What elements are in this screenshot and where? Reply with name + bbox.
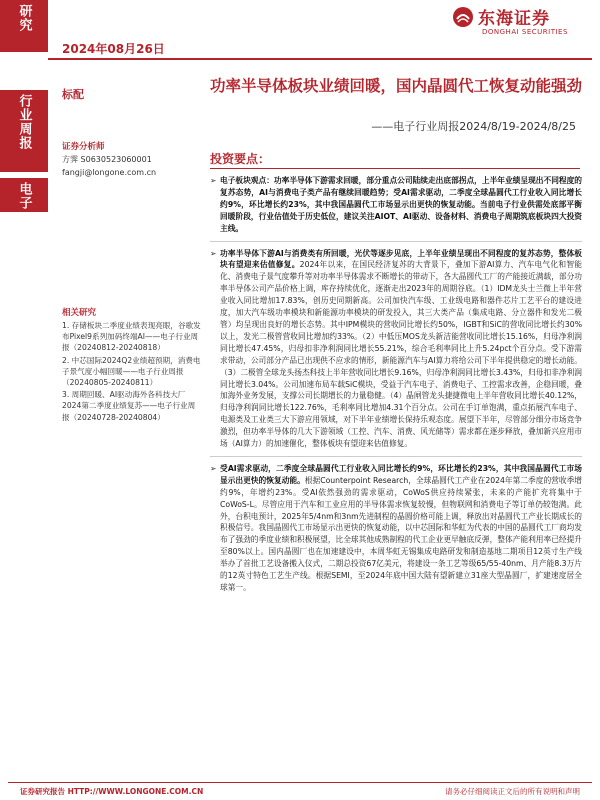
paragraph-divider	[210, 241, 582, 242]
paragraph-2-bold: 功率半导体下游AI与消费类有所回暖，光伏等逐步见底，上半年业绩呈现出不同程度的复苏态势，整体板块有望迎来估值修复。	[220, 248, 582, 270]
section-rule	[210, 168, 580, 169]
related-research-list	[62, 320, 202, 424]
paragraph-1-bold: 电子板块观点：功率半导体下游需求回暖，部分重点公司陆续走出底部拐点，上半年业绩呈现出不同程度的复苏态势，AI与消费电子类产品有继续回暖趋势；受AI需求驱动，二季度全球晶圆代工行业收入同比增长约9%，环比增长约23%，其中我国晶圆代工市场显示出更快的恢复动能。当前电子行业供需处底部平衡回暖阶段，行业估值处于历史低位，建议关注AIOT、AI驱动、设备材料、消费电子周期筑底板块四大投资主线。	[220, 176, 582, 233]
paragraph-2-text: 2024年以来，在国民经济复苏的大背景下，叠加下游AI算力、汽车电气化和智能化、消费电子景气度攀升等对功率半导体需求不断增长的带动下，各大晶圆代工厂的产能接近满载，部分功率半导体公司产品价格上调，库存持续优化，逐渐走出2023年的周期谷底。（1）IDM龙头士兰微上半年营业收入同比增加17.83%，创历史同期新高。公司加快汽车级、工业级电路和器件芯片工艺平台的建设进度，加大汽车级功率模块和新能源功率模块的研发投入，其三大类产品（集成电路、分立器件和发光二极管）均呈现出良好的增长态势。其中IPM模块的营收同比增长约50%，IGBT和SiC的营收同比增长约30%以上，发光二极管营收同比增加约33%。（2）中低压MOS龙头新洁能营收同比增长15.16%，归母净利润同比增长47.45%，归母扣非净利润同比增长55.21%，综合毛利率同比上升5.24pct个百分点。受下游需求带动，公司部分产品已出现供不应求的情形，新能源汽车与AI算力将给公司下半年提供稳定的增长动能。（3）二极管全球龙头扬杰科技上半年营收同比增长9.16%，归母净利润同比增长3.43%，归母扣非净利润同比增长3.04%。公司加速布局车载SiC模块，受益于汽车电子、消费电子、工控需求改善，企稳回暖，叠加海外业务发展，支撑公司长期增长的力量稳健。（4）晶闸管龙头捷捷微电上半年营收同比增长40.12%，归母净利润同比增长122.76%，毛利率同比增加4.31个百分点。公司在手订单饱满，重点拓展汽车电子、电源类及工业类三大下游应用领域，对下半年业绩增长保持乐观态度。展望下半年，尽管部分细分市场竞争激烈，但功率半导体的几大下游领域（工控、汽车、消费、风光储等）需求都在逐步释放，叠加新兴应用市场（AI算力）的加速催化，整体板块有望迎来估值修复。	[220, 260, 582, 449]
company-logo	[452, 4, 592, 44]
analyst-label: 证券分析师	[62, 142, 105, 152]
bullet-icon: ➢	[210, 463, 217, 473]
related-research-label: 相关研究	[62, 308, 97, 318]
related-item[interactable]: 3. 周期回暖、AI驱动海外各科技大厂2024第二季度业绩复苏——电子行业周报（20240728-20240804）	[62, 390, 196, 422]
main-body	[210, 175, 582, 600]
analyst-info	[62, 153, 156, 179]
side-label-research: 研究	[0, 0, 48, 52]
logo-mark-icon	[452, 6, 474, 28]
analyst-email[interactable]: fangji@longone.com.cn	[62, 168, 157, 177]
footer-website[interactable]: 证券研究报告 HTTP://WWW.LONGONE.COM.CN	[20, 787, 204, 796]
paragraph-3-bold: 受AI需求驱动，二季度全球晶圆代工行业收入同比增长约9%，环比增长约23%，其中我国晶圆代工市场显示出更快的恢复动能。	[220, 463, 582, 485]
section-heading: 投资要点：	[210, 152, 271, 166]
footer-rule	[8, 782, 592, 783]
report-date: 2024年08月26日	[62, 42, 165, 56]
paragraph-3-text: 根据Counterpoint Research，全球晶圆代工产业在2024年第二季度的营收季增约9%，年增约23%。受AI依然强劲的需求驱动，CoWoS供应持续紧张，未来的产能扩充将集中于CoWoS-L。尽管应用于汽车和工业应用的半导体需求恢复较慢，但物联网和消费电子等订单仍较饱满。此外，台积电预计，2025年5/4nm和3nm先进制程的晶圆价格可能上调，释放出对晶圆代工产业长期成长的积极信号。我国晶圆代工市场显示出更快的恢复动能，以中芯国际和华虹为代表的中国的晶圆代工厂商均发布了强劲的季度业绩和积极展望，比全球其他成熟制程的代工企业更早触底反弹，整体产能利用率已经提升至80%以上。国内晶圆厂也在加速建设中，本周华虹无锡集成电路研发和制造基地二期项目12英寸生产线举办了首批工艺设备搬入仪式，二期总投资67亿美元，将建设一条工艺等级65/55-40nm、月产能8.3万片的12英寸特色工艺生产线。根据SEMI，至2024年底中国大陆有望新建立31座大型晶圆厂，扩建速度居全球第一。	[220, 475, 582, 592]
rating-label: 标配	[62, 88, 84, 101]
footer-disclaimer: 请务必仔细阅读正文后的所有说明和声明	[445, 787, 580, 796]
related-item[interactable]: 1. 存储板块二季度业绩表现亮眼，谷歌发布Pixel9系列加码终端AI——电子行业周报（20240812-20240818）	[62, 321, 201, 353]
paragraph-divider	[210, 456, 582, 457]
bullet-icon: ➢	[210, 176, 217, 185]
bullet-icon: ➢	[210, 248, 217, 258]
side-label-electronics: 电子	[0, 178, 48, 212]
logo-text-cn: 东海证券	[478, 9, 550, 29]
paragraph-1	[210, 175, 582, 235]
report-subtitle: ——电子行业周报2024/8/19-2024/8/25	[371, 120, 576, 133]
related-item[interactable]: 2. 中芯国际2024Q2业绩超预期，消费电子景气度小幅回暖——电子行业周报（20240805-20240811）	[62, 355, 201, 388]
header-rule	[48, 58, 592, 60]
report-title: 功率半导体板块业绩回暖，国内晶圆代工恢复动能强劲	[210, 77, 583, 95]
paragraph-2	[210, 248, 582, 450]
side-label-weekly: 行业周报	[0, 90, 48, 172]
analyst-name: 方霁 S0630523060001	[62, 155, 152, 164]
paragraph-3	[210, 463, 582, 594]
logo-text-en: DONGHAI SECURITIES	[482, 28, 568, 36]
